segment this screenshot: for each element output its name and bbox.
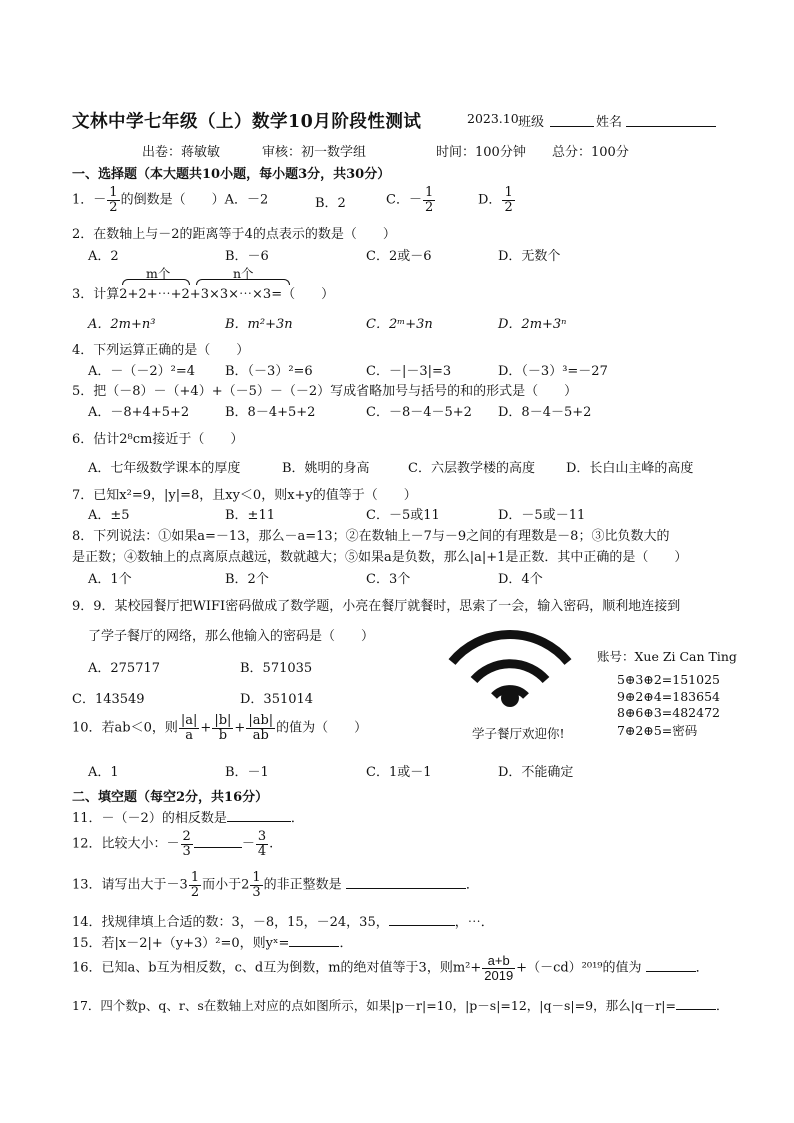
wifi-equation-4: 7⊕2⊕5=密码 <box>617 723 698 738</box>
question-10: 10．若ab＜0，则 $\frac{|a|}{a}$ + $\frac{|b|}{b}$ + $\frac{|ab|}{ab}$ 的值为（ ） <box>72 713 368 743</box>
exam-date: 2023.10 <box>467 111 519 126</box>
q1-option-d[interactable]: D． $\frac{1}{2}$ <box>478 185 513 215</box>
q7-option-d[interactable]: D．－5或－11 <box>498 508 586 523</box>
wifi-equation-1: 5⊕3⊕2=151025 <box>617 672 720 687</box>
wifi-icon <box>444 618 576 718</box>
q3-label-m: m个 <box>146 266 171 281</box>
q6-option-a[interactable]: A．七年级数学课本的厚度 <box>88 461 241 476</box>
reviewer: 审核：初一数学组 <box>262 145 367 160</box>
q4-option-b[interactable]: B．（－3）²=6 <box>225 364 313 379</box>
q2-option-c[interactable]: C．2或－6 <box>366 249 432 264</box>
wifi-caption: 学子餐厅欢迎你! <box>472 726 565 741</box>
question-3: 3．计算2+2+⋯+2+3×3×⋯×3=（ ） <box>72 287 335 302</box>
q6-option-c[interactable]: C．六层教学楼的高度 <box>408 461 535 476</box>
question-5: 5．把（－8）－（+4）+（－5）－（－2）写成省略加号与括号的和的形式是（ ） <box>72 384 578 399</box>
q9-option-a[interactable]: A．275717 <box>88 661 161 676</box>
total-score: 总分：100分 <box>552 145 629 160</box>
question-4: 4．下列运算正确的是（ ） <box>72 343 250 358</box>
question-1: 1．－ $\frac{1}{2}$ 的倒数是（ ）A．－2 <box>72 185 269 215</box>
q15-blank[interactable] <box>289 934 339 947</box>
q2-option-a[interactable]: A．2 <box>88 249 119 264</box>
q10-option-b[interactable]: B．－1 <box>225 765 269 780</box>
q16-blank[interactable] <box>646 959 696 972</box>
page-title: 文林中学七年级（上）数学10月阶段性测试 <box>72 112 422 132</box>
question-8-line-2: 是正数；④数轴上的点离原点越远，数就越大；⑤如果a是负数，那么|a|+1是正数．其中正确的是（ ） <box>72 550 688 565</box>
q5-option-c[interactable]: C．－8－4－5+2 <box>366 405 472 420</box>
question-7: 7．已知x²=9，|y|=8，且xy＜0，则x+y的值等于（ ） <box>72 488 417 503</box>
q4-option-c[interactable]: C．－|－3|=3 <box>366 364 452 379</box>
question-14: 14．找规律填上合适的数：3，－8，15，－24，35， ，⋯． <box>72 915 494 930</box>
q6-option-d[interactable]: D．长白山主峰的高度 <box>566 461 694 476</box>
q10-option-a[interactable]: A．1 <box>88 765 119 780</box>
q5-option-b[interactable]: B．8－4+5+2 <box>225 405 316 420</box>
question-13: 13．请写出大于－3 $\frac{1}{2}$ 而小于2 $\frac{1}{3}$ 的非正整数是 ． <box>72 870 479 900</box>
q14-blank[interactable] <box>389 913 455 926</box>
q4-option-d[interactable]: D．（－3）³=－27 <box>498 364 608 379</box>
q8-option-a[interactable]: A．1个 <box>88 572 132 587</box>
q1-option-c[interactable]: C．－ $\frac{1}{2}$ <box>386 185 434 215</box>
class-label: 班级 <box>518 115 545 130</box>
q3-option-d[interactable]: D．2m+3ⁿ <box>498 317 567 332</box>
question-15: 15．若|x－2|+（y+3）²=0，则yˣ= ． <box>72 936 353 951</box>
wifi-equation-2: 9⊕2⊕4=183654 <box>617 689 720 704</box>
q3-option-c[interactable]: C．2ᵐ+3n <box>366 317 433 332</box>
q3-label-n: n个 <box>233 266 254 281</box>
question-9-line-2: 了学子餐厅的网络，那么他输入的密码是（ ） <box>88 629 375 644</box>
class-field[interactable] <box>550 114 594 127</box>
question-6: 6．估计2⁸cm接近于（ ） <box>72 432 244 447</box>
question-16: 16．已知a、b互为相反数，c、d互为倒数，m的绝对值等于3，则m²+ $\frac{a+b}{2019}$ +（－cd）²⁰¹⁹的值为 ． <box>72 953 709 983</box>
q3-option-a[interactable]: A．2m+n³ <box>88 317 156 332</box>
question-8-line-1: 8．下列说法：①如果a=－13，那么－a=13；②在数轴上－7与－9之间的有理数是－8；③比负数大的 <box>72 529 670 544</box>
q8-option-c[interactable]: C．3个 <box>366 572 411 587</box>
q9-option-b[interactable]: B．571035 <box>240 661 313 676</box>
question-17: 17．四个数p、q、r、s在数轴上对应的点如图所示，如果|p－r|=10，|p－s|=12，|q－s|=9，那么|q－r|= ． <box>72 998 729 1013</box>
q9-option-c[interactable]: C．143549 <box>72 692 145 707</box>
section-heading-choice: 一、选择题（本大题共10小题，每小题3分，共30分） <box>72 167 391 182</box>
q6-option-b[interactable]: B．姚明的身高 <box>282 461 370 476</box>
q5-option-a[interactable]: A．－8+4+5+2 <box>88 405 190 420</box>
question-2: 2．在数轴上与－2的距离等于4的点表示的数是（ ） <box>72 227 396 242</box>
question-9-line-1: 9．9．某校园餐厅把WIFI密码做成了数学题，小亮在餐厅就餐时，思索了一会，输入密码，顺利地连接到 <box>72 599 681 614</box>
q3-option-b[interactable]: B．m²+3n <box>225 317 293 332</box>
name-field[interactable] <box>626 114 716 127</box>
q8-option-b[interactable]: B．2个 <box>225 572 269 587</box>
q10-option-d[interactable]: D．不能确定 <box>498 765 574 780</box>
wifi-account: 账号：Xue Zi Can Ting <box>597 649 737 664</box>
q13-blank[interactable] <box>346 876 466 889</box>
q2-option-b[interactable]: B．－6 <box>225 249 269 264</box>
question-11: 11．－（－2）的相反数是 ． <box>72 811 304 826</box>
q17-blank[interactable] <box>676 997 716 1010</box>
q11-blank[interactable] <box>227 809 291 822</box>
q2-option-d[interactable]: D．无数个 <box>498 249 561 264</box>
question-12: 12．比较大小：－ $\frac{2}{3}$ － $\frac{3}{4}$ . <box>72 829 274 859</box>
q7-option-c[interactable]: C．－5或11 <box>366 508 440 523</box>
author: 出卷：蒋敏敏 <box>142 145 221 160</box>
q9-option-d[interactable]: D．351014 <box>240 692 314 707</box>
q8-option-d[interactable]: D．4个 <box>498 572 543 587</box>
q10-option-c[interactable]: C．1或－1 <box>366 765 432 780</box>
q1-option-b[interactable]: B．2 <box>315 196 346 211</box>
exam-time: 时间：100分钟 <box>436 145 526 160</box>
name-label: 姓名 <box>596 115 623 130</box>
q4-option-a[interactable]: A．－（－2）²=4 <box>88 364 196 379</box>
q7-option-b[interactable]: B．±11 <box>225 508 275 523</box>
q12-blank[interactable] <box>194 835 242 848</box>
q5-option-d[interactable]: D．8－4－5+2 <box>498 405 592 420</box>
section-heading-fill: 二、填空题（每空2分，共16分） <box>72 790 269 805</box>
q7-option-a[interactable]: A．±5 <box>88 508 130 523</box>
wifi-equation-3: 8⊕6⊕3=482472 <box>617 705 720 720</box>
